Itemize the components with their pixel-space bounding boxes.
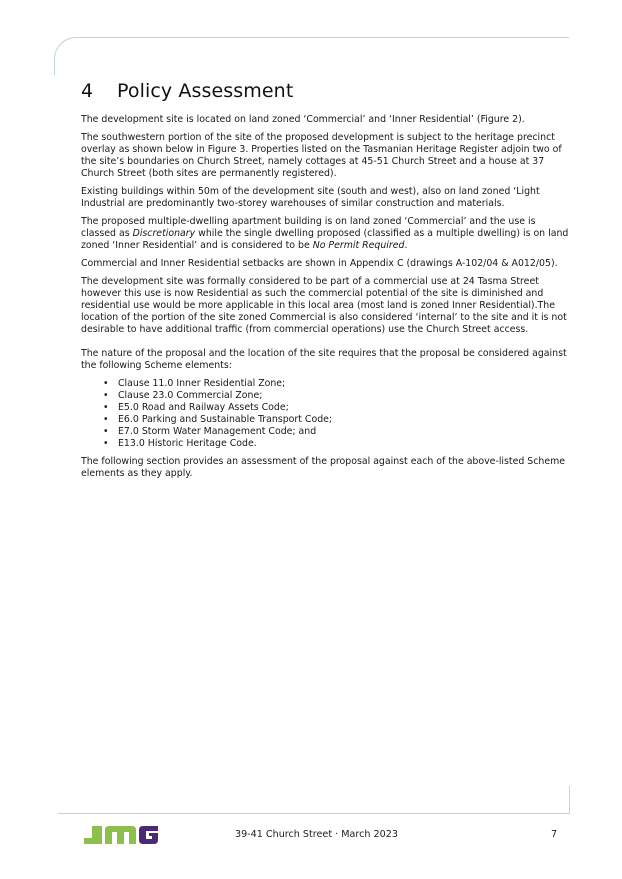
header-frame-line xyxy=(54,37,569,75)
paragraph-4-part-b: while the single dwelling proposed (classified as a multiple dwelling) is on land zoned ‘Inner Residential’ and is considered to be xyxy=(81,228,569,251)
jmg-logo xyxy=(82,824,160,846)
list-item: • E13.0 Historic Heritage Code. xyxy=(105,438,571,450)
list-item: • E6.0 Parking and Sustainable Transport Code; xyxy=(105,414,571,426)
paragraph-3: Existing buildings within 50m of the development site (south and west), also on land zoned ‘Light Industrial are predominantly two-storey warehouses of similar construction and materials. xyxy=(81,186,540,209)
list-item: • E5.0 Road and Railway Assets Code; xyxy=(105,402,571,414)
scheme-elements-list xyxy=(81,378,571,450)
discretionary-term: Discretionary xyxy=(132,228,196,239)
section-number: 4 xyxy=(81,80,94,102)
paragraph-1: The development site is located on land zoned ‘Commercial’ and ‘Inner Residential’ (Figure 2). xyxy=(81,114,525,125)
paragraph-5: Commercial and Inner Residential setbacks are shown in Appendix C (drawings A-102/04 & A012/05). xyxy=(81,258,558,269)
list-item: • Clause 11.0 Inner Residential Zone; xyxy=(105,378,571,390)
paragraph-4-part-a: The proposed multiple-dwelling apartment building is on land zoned ‘Commercial’ and the use is classed as xyxy=(81,216,536,239)
list-item: • Clause 23.0 Commercial Zone; xyxy=(105,390,571,402)
footer-frame-line xyxy=(58,786,570,814)
section-heading xyxy=(81,80,571,102)
list-item: • E7.0 Storm Water Management Code; and xyxy=(105,426,571,438)
footer-document-info: 39-41 Church Street · March 2023 xyxy=(235,829,398,840)
paragraph-2: The southwestern portion of the site of the proposed development is subject to the heritage precinct overlay as shown below in Figure 3. Properties listed on the Tasmanian Heritage Register adjoin two of the site’s boundaries on Church Street, namely cottages at 45-51 Church Street and a house at 37 Church Street (both sites are permanently registered). xyxy=(81,132,562,179)
no-permit-required-term: No Permit Required xyxy=(312,240,405,251)
page-number: 7 xyxy=(551,829,558,840)
section-title: Policy Assessment xyxy=(117,80,294,102)
page-content xyxy=(81,80,571,486)
paragraph-6: The development site was formally considered to be part of a commercial use at 24 Tasma Street however this use is now Residential as such the commercial potential of the site is diminished and residential use would be more applicable in this local area (most land is zoned Inner Residential).The location of the portion of the site zoned Commercial is also considered ‘internal’ to the site and it is not desirable to have additional traffic (from commercial operations) use the Church Street access. xyxy=(81,276,567,335)
paragraph-4-part-c: . xyxy=(404,240,408,251)
paragraph-7: The nature of the proposal and the location of the site requires that the proposal be considered against the following Scheme elements: xyxy=(81,348,567,371)
paragraph-4 xyxy=(81,216,571,252)
paragraph-8: The following section provides an assessment of the proposal against each of the above-listed Scheme elements as they apply. xyxy=(81,456,566,479)
